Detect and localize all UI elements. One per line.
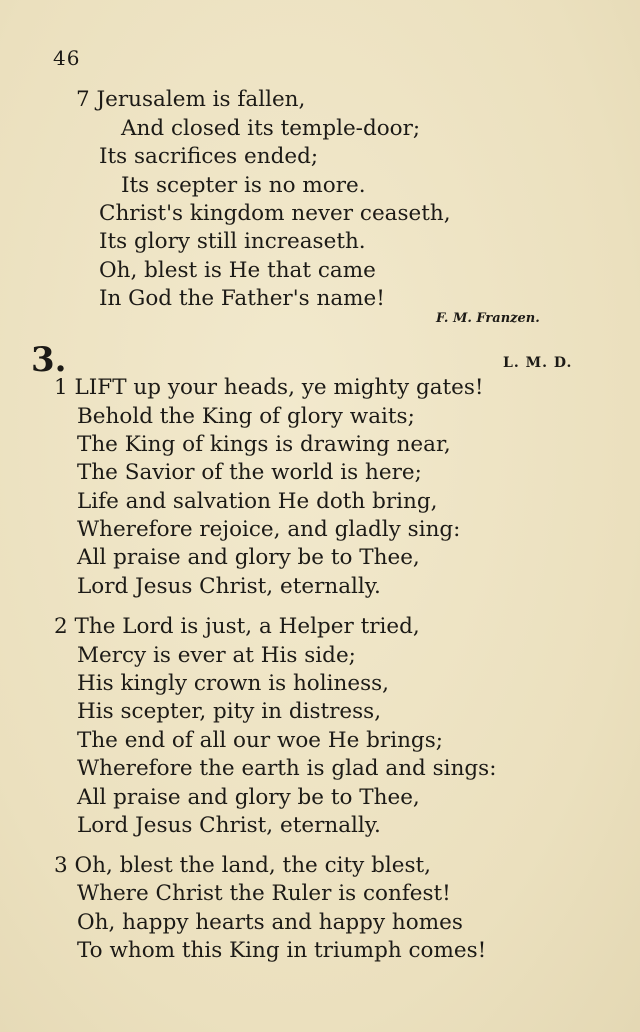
stanza-line: Wherefore the earth is glad and sings: (77, 756, 497, 781)
stanza-line: Its glory still increaseth. (99, 229, 366, 254)
stanza-line: Oh, happy hearts and happy homes (77, 910, 463, 935)
stanza-number: 7 (76, 87, 90, 112)
author-attribution: F. M. Franzen. (436, 311, 540, 326)
stanza-line: And closed its temple-door; (121, 116, 421, 141)
stanza-line (54, 377, 484, 399)
stanza-line: His scepter, pity in distress, (77, 699, 382, 724)
hymn-meter: L. M. D. (503, 355, 573, 371)
stanza-line: All praise and glory be to Thee, (77, 785, 420, 810)
stanza-line: Lord Jesus Christ, eternally. (77, 574, 381, 599)
page-number: 46 (53, 46, 81, 70)
stanza-line (76, 89, 305, 111)
stanza-line: The King of kings is drawing near, (77, 432, 451, 457)
stanza-line: To whom this King in triumph comes! (77, 938, 487, 963)
stanza-line: Lord Jesus Christ, eternally. (77, 813, 381, 838)
stanza-line: The Savior of the world is here; (77, 460, 422, 485)
stanza-line (54, 855, 431, 877)
stanza-number: 1 (54, 375, 68, 400)
stanza-line: Wherefore rejoice, and gladly sing: (77, 517, 461, 542)
stanza-line: Oh, blest is He that came (99, 258, 376, 283)
hymn-number: 3. (31, 340, 67, 380)
stanza-number: 2 (54, 614, 68, 639)
stanza-line: Its scepter is no more. (121, 173, 366, 198)
stanza-line-text: LIFT up your heads, ye mighty gates! (74, 375, 484, 400)
stanza-line-text: The Lord is just, a Helper tried, (74, 614, 420, 639)
stanza-line: The end of all our woe He brings; (77, 728, 443, 753)
stanza-line: In God the Father's name! (99, 286, 385, 311)
stanza-line-text: Jerusalem is fallen, (96, 87, 306, 112)
stanza-line: Mercy is ever at His side; (77, 643, 356, 668)
stanza-line: His kingly crown is holiness, (77, 671, 389, 696)
stanza-line: All praise and glory be to Thee, (77, 545, 420, 570)
stanza-line: Life and salvation He doth bring, (77, 489, 438, 514)
stanza-line: Behold the King of glory waits; (77, 404, 415, 429)
stanza-line-text: Oh, blest the land, the city blest, (74, 853, 432, 878)
stanza-line (54, 616, 420, 638)
stanza-line: Where Christ the Ruler is confest! (77, 881, 451, 906)
stanza-line: Christ's kingdom never ceaseth, (99, 201, 451, 226)
stanza-number: 3 (54, 853, 68, 878)
stanza-line: Its sacrifices ended; (99, 144, 319, 169)
